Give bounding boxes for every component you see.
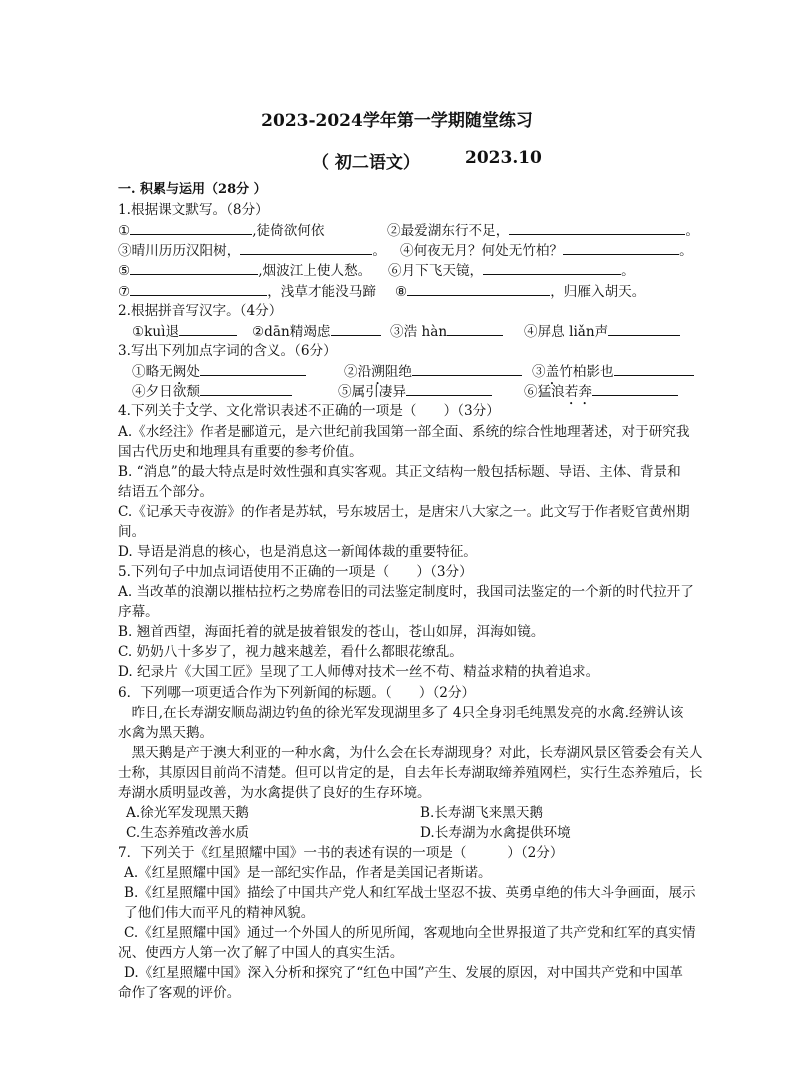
q4-option-b: B. “消息”的最大特点是时效性强和真实客观。其正文结构一般包括标题、导语、主体、背景和 — [118, 464, 681, 480]
answer-blank[interactable] — [240, 240, 372, 255]
q6-news-line-2: 水禽为黑天鹅。 — [118, 725, 214, 741]
q1-item-7: ⑦ ，浅草才能没马蹄 — [118, 281, 376, 302]
q3-item-a: ①略无阙处 — [132, 361, 306, 388]
q7-option-a: A.《红星照耀中国》是一部纪实作品，作者是美国记者斯诺。 — [124, 865, 492, 881]
q3-item-e: ⑤属引凄异 — [338, 381, 492, 408]
q5-option-b: B. 翘首西望，海面托着的就是披着银发的苍山，苍山如屏，洱海如镜。 — [118, 624, 545, 640]
q3-item-c: ③盖竹柏影也 — [532, 361, 694, 388]
q3-item-b: ②沿溯阻绝 — [344, 361, 522, 388]
q6-option-a: A.徐光军发现黑天鹅 — [126, 805, 249, 821]
q6-news-line-4: 士称，其原因目前尚不清楚。但可以肯定的是，自去年长寿湖取缔养殖网栏，实行生态养殖后，长 — [118, 765, 703, 781]
q1-item-3: ③晴川历历汉阳树， 。 — [118, 240, 386, 261]
answer-blank[interactable] — [130, 220, 252, 235]
answer-blank[interactable] — [608, 321, 680, 336]
q7-option-b: B.《红星照耀中国》描绘了中国共产党人和红军战士坚忍不拔、英勇卓绝的伟大斗争画面，展示 — [124, 885, 696, 901]
answer-blank[interactable] — [563, 240, 679, 255]
q4-option-b-cont: 结语五个部分。 — [118, 484, 214, 500]
q6-news-line-3: 黑天鹅是产于澳大利亚的一种水禽，为什么会在长寿湖现身？对此，长寿湖风景区管委会有关人 — [118, 745, 703, 761]
q6-option-b: B.长寿湖飞来黑天鹅 — [420, 805, 544, 821]
section-heading: 一. 积累与运用（28分 ） — [118, 182, 267, 197]
q5-option-c: C. 奶奶八十多岁了，视力越来越差，看什么都眼花缭乱。 — [118, 644, 463, 660]
q7-option-c: C.《红星照耀中国》通过一个外国人的所见所闻，客观地向全世界报道了共产党和红军的真实情 — [124, 925, 696, 941]
q2-item-c: ③浩 hàn — [390, 321, 503, 342]
q1-item-6: ⑥月下飞天镜， 。 — [388, 260, 635, 281]
q4-option-c-cont: 间。 — [118, 524, 146, 540]
q7-option-d-cont: 命作了客观的评价。 — [118, 985, 241, 1001]
q1-item-5: ⑤ ,烟波江上使人愁。 — [118, 260, 371, 281]
answer-blank[interactable] — [179, 321, 237, 336]
question-1-stem: 1.根据课文默写。（8分） — [118, 202, 269, 218]
q7-option-c-cont: 况、使西方人第一次了解了中国人的真实生活。 — [118, 945, 404, 961]
q6-option-c: C.生态养殖改善水质 — [126, 825, 249, 841]
answer-blank[interactable] — [614, 361, 694, 376]
answer-blank[interactable] — [130, 260, 258, 275]
course-label: （ 初二语文） — [312, 153, 420, 173]
question-4-stem: 4.下列关于文学、文化常识表述不正确的一项是（ ）（3分） — [118, 403, 500, 419]
q6-option-d: D.长寿湖为水禽提供环境 — [420, 825, 571, 841]
q2-item-b: ②dān精竭虑 — [252, 321, 381, 342]
question-6-stem: 6．下列哪一项更适合作为下列新闻的标题。（ ）（2分） — [118, 685, 476, 701]
q4-option-a-cont: 国古代历史和地理具有重要的参考价值。 — [118, 444, 363, 460]
q3-item-f: ⑥猛浪若奔 — [524, 381, 678, 408]
answer-blank[interactable] — [447, 321, 503, 336]
q1-item-2: ②最爱湖东行不足， 。 — [387, 220, 699, 241]
q4-option-d: D. 导语是消息的核心，也是消息这一新闻体裁的重要特征。 — [118, 544, 477, 560]
answer-blank[interactable] — [407, 281, 550, 296]
q2-item-a: ①kuì退 — [132, 321, 237, 342]
q6-news-line-1: 昨日,在长寿湖安顺岛湖边钓鱼的徐光军发现湖里多了 4只全身羽毛纯黑发亮的水禽.经辨认该 — [118, 705, 684, 721]
q5-option-a: A. 当改革的浪潮以摧枯拉朽之势席卷旧的司法鉴定制度时，我国司法鉴定的一个新的时代拉开了 — [118, 584, 694, 600]
answer-blank[interactable] — [200, 381, 292, 396]
question-7-stem: 7．下列关于《红星照耀中国》一书的表述有误的一项是（ ）（2分） — [118, 845, 564, 861]
answer-blank[interactable] — [592, 381, 678, 396]
exam-title: 2023-2024学年第一学期随堂练习 — [261, 111, 533, 131]
answer-blank[interactable] — [483, 260, 621, 275]
answer-blank[interactable] — [200, 361, 306, 376]
answer-blank[interactable] — [412, 361, 522, 376]
q2-item-d: ④屏息 liǎn声 — [524, 321, 680, 342]
q1-item-1: ① ,徒倚欲何依 — [118, 220, 324, 241]
q1-item-8: ⑧ ，归雁入胡天。 — [395, 281, 645, 302]
q4-option-c: C.《记承天寺夜游》的作者是苏轼，号东坡居士，是唐宋八大家之一。此文写于作者贬官黄州期 — [118, 504, 690, 520]
q5-option-d: D. 纪录片《大国工匠》呈现了工人师傅对技术一丝不苟、精益求精的执着追求。 — [118, 664, 600, 680]
q7-option-d: D.《红星照耀中国》深入分析和探究了“红色中国”产生、发展的原因，对中国共产党和中国革 — [124, 965, 683, 981]
question-3-stem: 3.写出下列加点字词的含义。（6分） — [118, 343, 337, 359]
q1-item-4: ④何夜无月？何处无竹柏？ 。 — [400, 240, 693, 261]
answer-blank[interactable] — [331, 321, 381, 336]
q6-news-line-5: 寿湖水质明显改善，为水禽提供了良好的生存环境。 — [118, 785, 431, 801]
answer-blank[interactable] — [406, 381, 492, 396]
q4-option-a: A.《水经注》作者是郦道元，是六世纪前我国第一部全面、系统的综合性地理著述，对于研究我 — [118, 424, 690, 440]
exam-date: 2023.10 — [465, 148, 542, 168]
question-2-stem: 2.根据拼音写汉字。（4分） — [118, 303, 283, 319]
q3-item-d: ④夕日欲颓 — [132, 381, 292, 408]
answer-blank[interactable] — [509, 220, 685, 235]
q5-option-a-cont: 序幕。 — [118, 604, 159, 620]
answer-blank[interactable] — [130, 281, 267, 296]
question-5-stem: 5.下列句子中加点词语使用不正确的一项是（ ）（3分） — [118, 564, 473, 580]
q7-option-b-cont: 了他们伟大而平凡的精神风貌。 — [124, 905, 315, 921]
